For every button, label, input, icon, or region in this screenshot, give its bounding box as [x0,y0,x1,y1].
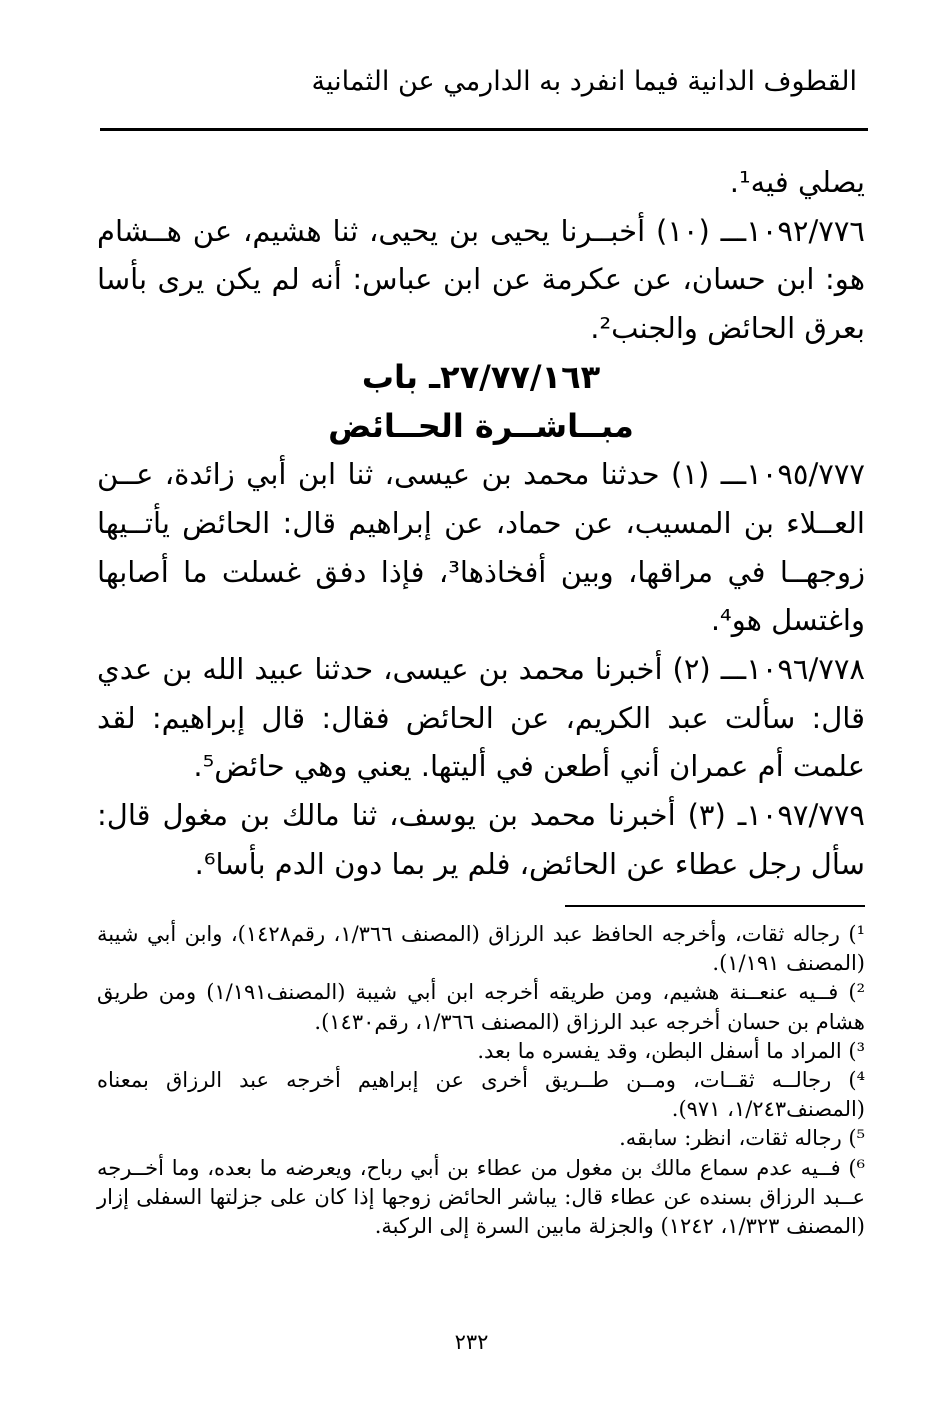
header-divider [100,128,868,131]
running-header: القطوف الدانية فيما انفرد به الدارمي عن الثمانية [311,66,857,97]
hadith-1096: ١٠٩٦/٧٧٨ـــ (٢) أخبرنا محمد بن عيسى، حدثنا عبيد الله بن عدي قال: سألت عبد الكريم، عن الحائض فقال: قال إبراهيم: لقد علمت أم عمران أني أطعن في أليتها. يعني وهي حائض⁵. [97,652,865,784]
page-number: ٢٣٢ [454,1330,489,1354]
footnote-divider [565,905,865,907]
footnotes [97,920,865,1241]
paragraph-continuation: يصلي فيه¹. [729,165,865,199]
hadith-1092: ١٠٩٢/٧٧٦ـــ (١٠) أخبــرنا يحيى بن يحيى، ثنا هشيم، عن هــشام هو: ابن حسان، عن عكرمة عن ابن عباس: أنه لم يكن يرى بأسا بعرق الحائض والجنب². [97,213,865,346]
footnote-2: ²) فــيه عنعــنة هشيم، ومن طريقه أخرجه ابن أبي شيبة (المصنف١/١٩١) ومن طريق هشام بن حسان أخرجه عبد الرزاق (المصنف ١/٣٦٦، رقم١٤٣٠). [97,980,865,1034]
footnote-3: ³) المراد ما أسفل البطن، وقد يفسره ما بعد. [477,1038,865,1063]
footnote-6: ⁶) فــيه عدم سماع مالك بن مغول من عطاء بن أبي رباح، ويعرضه ما بعده، وما أخــرجه عــبد الرزاق بسنده عن عطاء قال: يباشر الحائض زوجها إذا كان على جزلتها السفلى إزار (المصنف ١/٣٢٣، ١٢٤٢) والجزلة مابين السرة إلى الركبة. [97,1155,865,1239]
footnote-5: ⁵) رجاله ثقات، انظر: سابقه. [619,1126,865,1151]
hadith-1095: ١٠٩٥/٧٧٧ـــ (١) حدثنا محمد بن عيسى، ثنا ابن أبي زائدة، عــن العــلاء بن المسيب، عن حماد، عن إبراهيم قال: الحائض يأتــيها زوجهــا في مراقها، وبين أفخاذها³، فإذا دفق غسلت ما أصابها واغتسل هو⁴. [97,457,865,638]
hadith-1097: ١٠٩٧/٧٧٩ـ (٣) أخبرنا محمد بن يوسف، ثنا مالك بن مغول قال: سأل رجل عطاء عن الحائض، فلم ير بما دون الدم بأسا⁶. [97,798,866,881]
chapter-number-heading: ٢٧/٧٧/١٦٣ـ باب [361,357,601,396]
footnote-4: ⁴) رجالــه ثقــات، ومــن طــريق أخرى عن إبراهيم أخرجه عبد الرزاق بمعناه (المصنف١/٢٤٣، ٩٧١). [97,1068,865,1122]
chapter-title-heading: مبــاشــرة الحــائض [328,406,634,445]
footnote-1: ¹) رجاله ثقات، وأخرجه الحافظ عبد الرزاق (المصنف ١/٣٦٦، رقم١٤٢٨)، وابن أبي شيبة (المصنف ١/١٩١). [97,922,866,976]
main-text [97,158,865,889]
